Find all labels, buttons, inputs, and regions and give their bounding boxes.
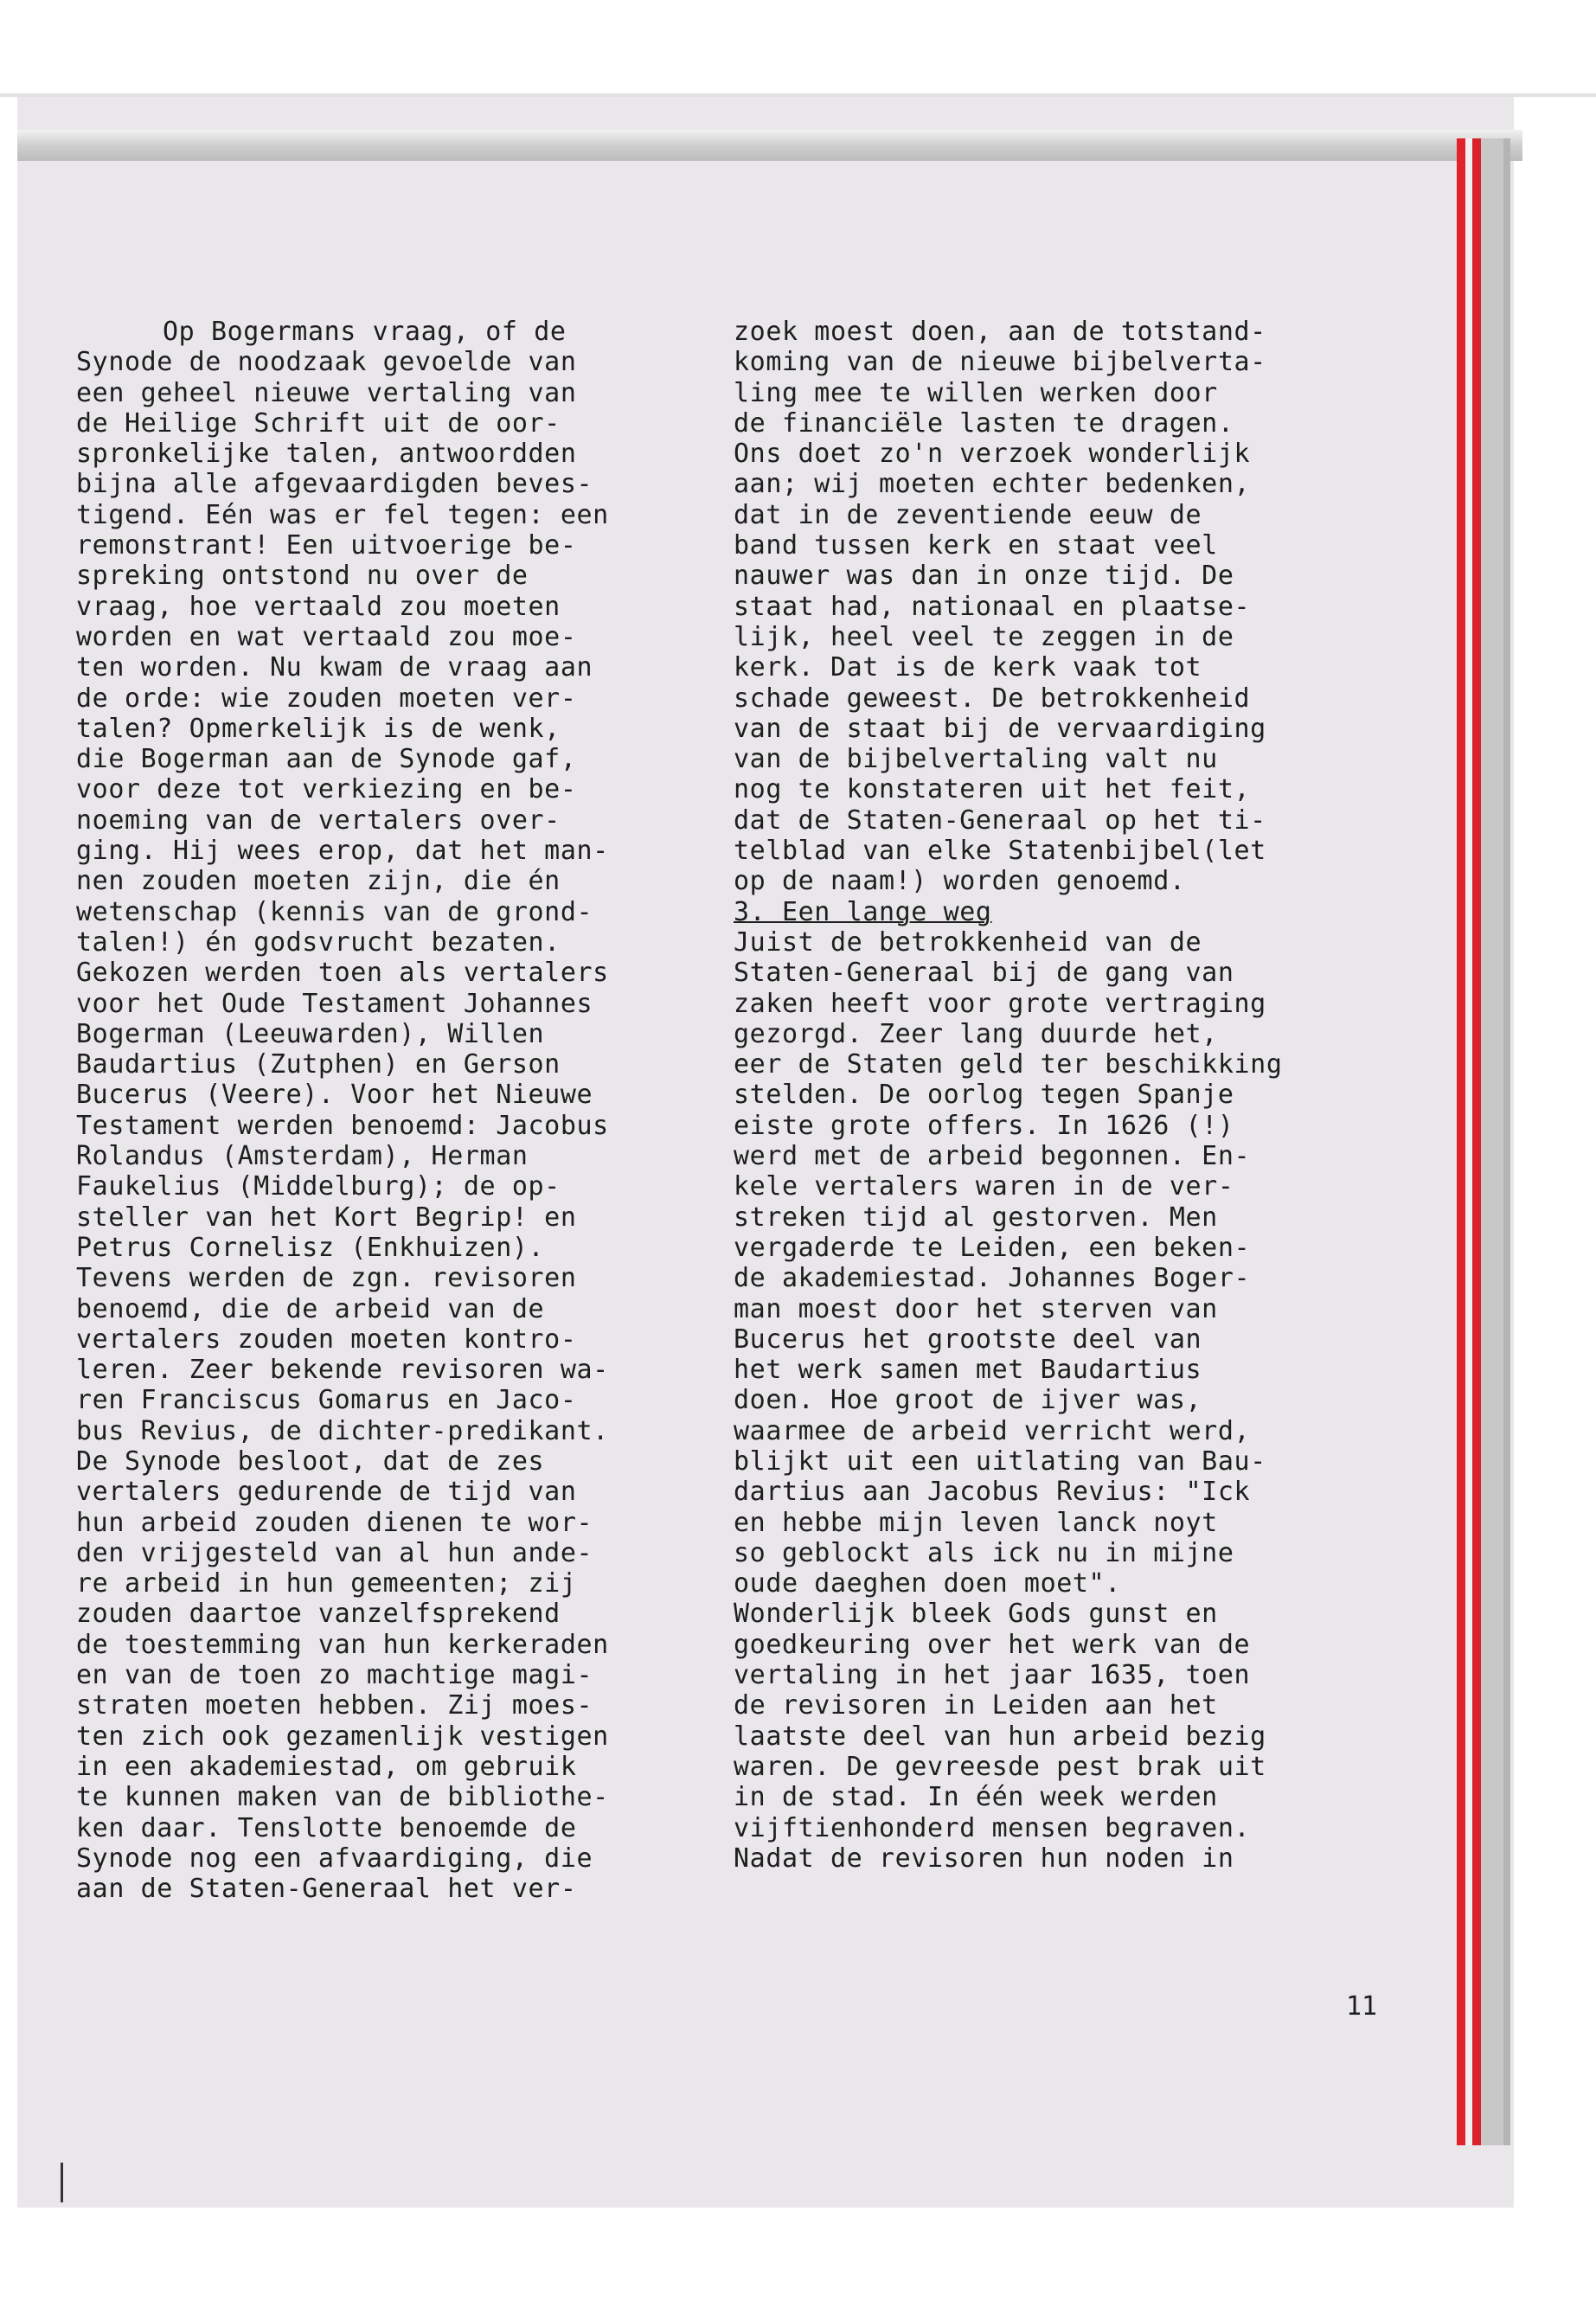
text-line: talen? Opmerkelijk is de wenk,: [76, 713, 561, 744]
text-line: laatste deel van hun arbeid bezig: [734, 1721, 1266, 1752]
text-line: de akademiestad. Johannes Boger-: [734, 1263, 1251, 1294]
text-line: de toestemming van hun kerkeraden: [76, 1629, 609, 1660]
text-line: voor het Oude Testament Johannes: [76, 988, 593, 1019]
text-line: kele vertalers waren in de ver-: [734, 1171, 1234, 1202]
section-heading: 3. Een lange weg: [734, 896, 992, 927]
text-line: vijftienhonderd mensen begraven.: [734, 1812, 1251, 1843]
text-line: man moest door het sterven van: [734, 1293, 1218, 1324]
text-line: in een akademiestad, om gebruik: [76, 1751, 577, 1782]
text-line: so geblockt als ick nu in mijne: [734, 1537, 1234, 1568]
text-line: en van de toen zo machtige magi-: [76, 1660, 593, 1691]
text-line: bus Revius, de dichter-predikant.: [76, 1415, 609, 1446]
text-line: zoek moest doen, aan de totstand-: [734, 317, 1266, 347]
right-text-column: [734, 317, 1426, 1874]
text-line: hun arbeid zouden dienen te wor-: [76, 1507, 593, 1538]
text-line: dat in de zeventiende eeuw de: [734, 499, 1202, 530]
scan-margin-bottom: [0, 2208, 1596, 2301]
text-line: Wonderlijk bleek Gods gunst en: [734, 1599, 1218, 1630]
page-top-edge: [17, 130, 1522, 161]
text-line: band tussen kerk en staat veel: [734, 530, 1218, 561]
text-line: nauwer was dan in onze tijd. De: [734, 561, 1234, 592]
text-line: De Synode besloot, dat de zes: [76, 1445, 545, 1477]
text-line: ten zich ook gezamenlijk vestigen: [76, 1721, 609, 1752]
text-line: waren. De gevreesde pest brak uit: [734, 1751, 1266, 1782]
text-line: Testament werden benoemd: Jacobus: [76, 1110, 609, 1141]
text-line: bijna alle afgevaardigden beves-: [76, 469, 593, 500]
text-line: Op Bogermans vraag, of de: [163, 317, 567, 347]
text-line: Synode nog een afvaardiging, die: [76, 1843, 593, 1874]
text-line: blijkt uit een uitlating van Bau-: [734, 1445, 1266, 1477]
spine-stripe-white: [1465, 138, 1472, 2145]
text-line: straten moeten hebben. Zij moes-: [76, 1690, 593, 1721]
text-line: staat had, nationaal en plaatse-: [734, 591, 1251, 622]
text-line: Juist de betrokkenheid van de: [734, 926, 1202, 958]
spine-binding-edge: [1503, 138, 1510, 2145]
left-text-column: [76, 317, 768, 1904]
text-line: Gekozen werden toen als vertalers: [76, 958, 609, 989]
text-line: de Heilige Schrift uit de oor-: [76, 407, 561, 439]
text-line: Ons doet zo'n verzoek wonderlijk: [734, 439, 1251, 470]
text-line: leren. Zeer bekende revisoren wa-: [76, 1355, 609, 1386]
text-line: koming van de nieuwe bijbelverta-: [734, 347, 1266, 378]
text-line: ging. Hij wees erop, dat het man-: [76, 836, 609, 867]
text-line: remonstrant! Een uitvoerige be-: [76, 530, 577, 561]
text-line: vertalers zouden moeten kontro-: [76, 1324, 577, 1355]
text-line: Tevens werden de zgn. revisoren: [76, 1263, 577, 1294]
text-line: vergaderde te Leiden, een beken-: [734, 1232, 1251, 1263]
text-line: van de staat bij de vervaardiging: [734, 713, 1266, 744]
text-line: nen zouden moeten zijn, die én: [76, 866, 561, 897]
text-line: ren Franciscus Gomarus en Jaco-: [76, 1385, 577, 1416]
text-line: gezorgd. Zeer lang duurde het,: [734, 1018, 1218, 1049]
page-number: 11: [1346, 1991, 1378, 2022]
text-line: schade geweest. De betrokkenheid: [734, 683, 1251, 714]
text-line: talen!) én godsvrucht bezaten.: [76, 926, 561, 958]
text-line: eer de Staten geld ter beschikking: [734, 1049, 1283, 1080]
text-line: eiste grote offers. In 1626 (!): [734, 1110, 1234, 1141]
text-line: te kunnen maken van de bibliothe-: [76, 1782, 609, 1813]
text-line: vertaling in het jaar 1635, toen: [734, 1660, 1251, 1691]
text-line: re arbeid in hun gemeenten; zij: [76, 1568, 577, 1599]
text-line: tigend. Eén was er fel tegen: een: [76, 499, 609, 530]
text-line: steller van het Kort Begrip! en: [76, 1202, 577, 1233]
text-line: spreking ontstond nu over de: [76, 561, 529, 592]
scan-mark: [61, 2163, 63, 2202]
text-line: op de naam!) worden genoemd.: [734, 866, 1186, 897]
text-line: nog te konstateren uit het feit,: [734, 774, 1251, 805]
text-line: die Bogerman aan de Synode gaf,: [76, 744, 577, 775]
text-line: voor deze tot verkiezing en be-: [76, 774, 577, 805]
text-line: Baudartius (Zutphen) en Gerson: [76, 1049, 561, 1080]
text-line: in de stad. In één week werden: [734, 1782, 1218, 1813]
text-line: ken daar. Tenslotte benoemde de: [76, 1812, 577, 1843]
text-line: streken tijd al gestorven. Men: [734, 1202, 1218, 1233]
text-line: oude daeghen doen moet".: [734, 1568, 1121, 1599]
text-line: zouden daartoe vanzelfsprekend: [76, 1599, 561, 1630]
text-line: lijk, heel veel te zeggen in de: [734, 621, 1234, 652]
text-line: aan de Staten-Generaal het ver-: [76, 1874, 577, 1905]
text-line: benoemd, die de arbeid van de: [76, 1293, 545, 1324]
text-line: Synode de noodzaak gevoelde van: [76, 347, 577, 378]
text-line: een geheel nieuwe vertaling van: [76, 377, 577, 408]
scan-margin-top: [0, 0, 1596, 95]
text-line: Nadat de revisoren hun noden in: [734, 1843, 1234, 1874]
text-line: ten worden. Nu kwam de vraag aan: [76, 652, 593, 683]
text-line: spronkelijke talen, antwoordden: [76, 439, 577, 470]
text-line: dat de Staten-Generaal op het ti-: [734, 804, 1266, 836]
text-line: worden en wat vertaald zou moe-: [76, 621, 577, 652]
text-line: Staten-Generaal bij de gang van: [734, 958, 1234, 989]
text-line: stelden. De oorlog tegen Spanje: [734, 1080, 1234, 1111]
spine-stripe-red-2: [1472, 138, 1481, 2145]
text-line: zaken heeft voor grote vertraging: [734, 988, 1266, 1019]
text-line: noeming van de vertalers over-: [76, 804, 561, 836]
text-line: den vrijgesteld van al hun ande-: [76, 1537, 593, 1568]
text-line: van de bijbelvertaling valt nu: [734, 744, 1218, 775]
text-line: Bucerus het grootste deel van: [734, 1324, 1202, 1355]
text-line: vertalers gedurende de tijd van: [76, 1477, 577, 1508]
text-line: wetenschap (kennis van de grond-: [76, 896, 593, 927]
text-line: waarmee de arbeid verricht werd,: [734, 1415, 1251, 1446]
text-line: ling mee te willen werken door: [734, 377, 1218, 408]
text-line: Petrus Cornelisz (Enkhuizen).: [76, 1232, 545, 1263]
text-line: en hebbe mijn leven lanck noyt: [734, 1507, 1218, 1538]
text-line: goedkeuring over het werk van de: [734, 1629, 1251, 1660]
text-line: de financiële lasten te dragen.: [734, 407, 1234, 439]
spine-stripe-red: [1457, 138, 1465, 2145]
text-line: telblad van elke Statenbijbel(let: [734, 836, 1266, 867]
spine-binding: [1481, 138, 1503, 2145]
text-line: kerk. Dat is de kerk vaak tot: [734, 652, 1202, 683]
text-line: dartius aan Jacobus Revius: "Ick: [734, 1477, 1251, 1508]
text-line: Rolandus (Amsterdam), Herman: [76, 1141, 529, 1172]
text-line: aan; wij moeten echter bedenken,: [734, 469, 1251, 500]
text-line: Bucerus (Veere). Voor het Nieuwe: [76, 1080, 593, 1111]
text-line: vraag, hoe vertaald zou moeten: [76, 591, 561, 622]
text-line: Faukelius (Middelburg); de op-: [76, 1171, 561, 1202]
text-line: het werk samen met Baudartius: [734, 1355, 1202, 1386]
text-line: de orde: wie zouden moeten ver-: [76, 683, 577, 714]
text-line: doen. Hoe groot de ijver was,: [734, 1385, 1202, 1416]
text-line: de revisoren in Leiden aan het: [734, 1690, 1218, 1721]
text-line: Bogerman (Leeuwarden), Willen: [76, 1018, 545, 1049]
text-line: werd met de arbeid begonnen. En-: [734, 1141, 1251, 1172]
